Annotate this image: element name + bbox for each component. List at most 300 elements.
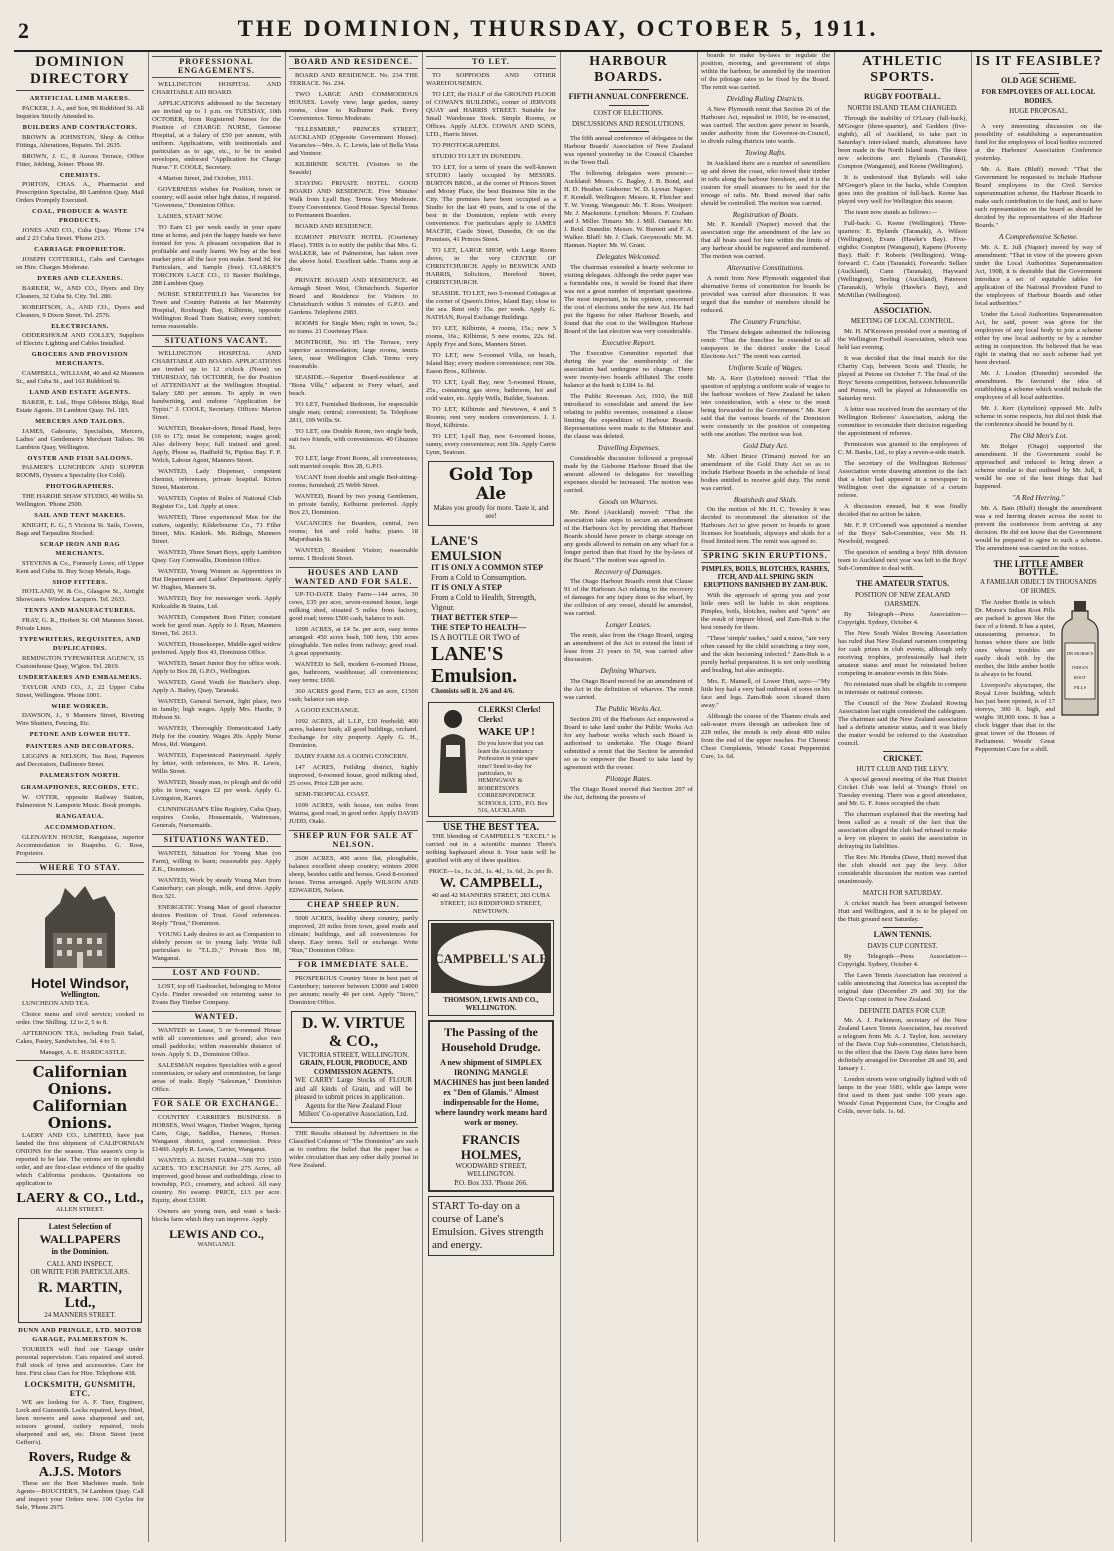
directory-category: ELECTRICIANS. bbox=[51, 322, 109, 330]
wanted-situations-heading: SITUATIONS WANTED. bbox=[152, 834, 281, 847]
article-paragraph: In Auckland there are a number of sawmillers up and down the coast, who towed their timber in rafts along the harbour foreshore, and it is the custom for small steamers to be used for the towage of rafts. Mr. Bond moved that rafts should be controlled. The motion was carried. bbox=[701, 159, 830, 207]
page-number: 2 bbox=[18, 18, 29, 43]
ad-line: GRAIN, FLOUR, PRODUCE, AND COMMISSION AGENTS. bbox=[299, 1059, 408, 1076]
classified-ad: WANTED, Boy for messenger work. Apply Kirkcaldie & Stains, Ltd. bbox=[152, 595, 281, 611]
classified-ad: TO LET, LARGE SHOP, with Large Room above, in the very CENTRE OF CHRISTCHURCH. Apply to BESWICK AND HARRIS, Solicitors, Hereford Street, CHRISTCHURCH. bbox=[426, 246, 556, 286]
ad-title: Gold Top Ale bbox=[448, 464, 534, 504]
article-paragraph: The Rev. Mr. Hendra (Dave, Hutt) moved that the club should not pay the levy. After considerable discussion the motion was carried unanimously. bbox=[838, 854, 967, 886]
directory-heading: DOMINION DIRECTORY bbox=[16, 54, 144, 91]
classified-ad: GOVERNESS wishes for Position, town or country; will assist other light duties, if required. "Governess," Dominion Office. bbox=[152, 185, 281, 209]
spring-subheading: PIMPLES, BOILS, BLOTCHES, RASHES, ITCH, AND ALL SPRING SKIN ERUPTIONS BANISHED BY ZAM-BUK. bbox=[701, 566, 830, 590]
directory-category: PAINTERS AND DECORATORS. bbox=[25, 743, 135, 751]
classified-ad: WANTED, Work by steady Young Man from Canterbury; can plough, milk, and drive. Apply Box 321. bbox=[152, 877, 281, 901]
ad-line: WE CARRY Large Stocks of FLOUR and all kinds of Grain, and will be pleased to submit prices in application. bbox=[295, 1076, 412, 1102]
hotel-illustration bbox=[35, 878, 125, 973]
directory-entry: PALMER'S LUNCHEON AND SUPPER ROOMS, Oysters a Speciality (Ice Cold). bbox=[16, 464, 144, 480]
ad-title: LANE'S Emulsion. bbox=[431, 642, 518, 687]
article-paragraph: A very interesting discussion on the possibility of establishing a superannuation fund for the employees of local bodies occurred at the Harbours' Association Conference yesterday. bbox=[975, 123, 1102, 163]
classified-ad: TO SOPPOODS AND OTHER WAREHOUSEMEN. bbox=[426, 71, 556, 87]
feasible-subtitle: OLD AGE SCHEME. bbox=[1001, 76, 1076, 85]
locksmith-text: WE are looking for A. F. Tuer, Engineer, Lock and Gunsmith. Locks repaired, keys fitted, lawn mowers and saws sharpened and set, scissors ground, cutlery repaired, tools sharpened and set, etc. Dixon Street (next Geffen's). bbox=[16, 1399, 144, 1447]
wanted-list bbox=[152, 1027, 281, 1094]
article-paragraph: boards to make by-laws to regulate the position, mooring, and government of ships within the harbour, be amended by the insertion of the pilotage rates to be fixed by the Board. The remit was carried. bbox=[701, 52, 830, 91]
campbell-name: W. CAMPBELL, bbox=[439, 876, 543, 892]
classified-ad: WANTED, Experienced Pantrymaid. Apply by letter, with references, to Mrs. R. Lewis, Willis Street. bbox=[152, 752, 281, 776]
definite-body bbox=[838, 1017, 967, 1116]
article-paragraph: It is understood that Bylands will take M'Gregor's place in the backs, while Compton goes into the position of full-back. Keene has played very well for Wellington this season. bbox=[838, 173, 967, 205]
article-paragraph: Mr. H. M'Keowen presided over a meeting of the Wellington Football Association, which was held last evening. bbox=[838, 328, 967, 352]
davis-heading: DAVIS CUP CONTEST. bbox=[867, 941, 938, 950]
article-paragraph: No reinstated man shall be eligible to compete in interstate or national contests. bbox=[838, 680, 967, 696]
classified-ad: SEASIDE.—Superior Board-residence at "Bona Villa," adjacent to Ferry wharf, and beach. bbox=[289, 373, 418, 397]
hotel-line: LUNCHEON AND TEA. bbox=[22, 999, 90, 1007]
ad-line: CALL AND INSPECT, bbox=[47, 1259, 113, 1268]
masthead-title: THE DOMINION, THURSDAY, OCTOBER 5, 1911. bbox=[237, 16, 879, 41]
article-paragraph: Although the course of the Thames rivals and salt-water rivers through an unbroken line of 228 miles, the mouth is only about 400 miles from the end of the upper reaches. For Chronic Chest Complaints, Woods' Great Peppermint Cure, 1s. 6d. bbox=[701, 713, 830, 761]
article-paragraph: The team now stands as follows:— bbox=[844, 208, 937, 216]
directory-category: PALMERSTON NORTH. bbox=[39, 771, 121, 779]
article-body bbox=[701, 52, 830, 546]
ad-firm: R. MARTIN, Ltd., bbox=[37, 1279, 123, 1311]
ad-line: THOMSON, LEWIS AND CO., WELLINGTON. bbox=[443, 995, 539, 1013]
classified-ad: WANTED, Copies of Rules of National Club Register Co., Ltd. Apply at once. bbox=[152, 495, 281, 511]
ad-line: WOODWARD STREET, WELLINGTON. bbox=[455, 1161, 527, 1179]
classified-ad: WANTED, Resident Visitor; reasonable terms. 1 Boulcott Street. bbox=[289, 546, 418, 562]
directory-category: GRAMAPHONES, RECORDS, ETC. bbox=[20, 783, 140, 791]
onions-firm: LAERY & CO., Ltd., bbox=[16, 1190, 144, 1206]
rugby-subheading: NORTH ISLAND TEAM CHANGED. bbox=[847, 103, 958, 112]
article-title: HARBOUR BOARDS. bbox=[589, 54, 668, 85]
spring-body bbox=[701, 592, 830, 761]
ad-line: Makes you greedy for more. Taste it, and see! bbox=[433, 503, 549, 521]
article-paragraph: The remit, also from the Otago Board, urging an amendment of the Act to extend the limit of lease from 21 years to 50, was carried after discussion. bbox=[564, 632, 693, 664]
professional-heading: PROFESSIONAL ENGAGEMENTS. bbox=[152, 56, 281, 78]
classified-ad: SEMI-TROPICAL COAST. bbox=[295, 791, 370, 799]
lewis-firm: LEWIS AND CO., bbox=[169, 1226, 264, 1241]
section-subheading: Delegates Welcomed. bbox=[596, 252, 661, 262]
cricket-subheading: HUTT CLUB AND THE LEVY. bbox=[856, 765, 949, 774]
article-paragraph: The chairman extended a hearty welcome to visiting delegates. Although the order paper was a formidable one, it would be found that there was not a great number of important questions. The most important, in his opinion, concerned the cost of elections under the new Act. He had put the figures for other Harbour Boards, and found that the cost to the Wellington Harbour Board of the last election was very considerable. bbox=[564, 264, 693, 336]
ad-line: IS A BOTTLE OR TWO of bbox=[431, 632, 520, 642]
column-rule bbox=[285, 52, 286, 1542]
classified-ad: TO LET, one Double Room, two single beds, suit two friends, with conveniences. 40 Ghuznee St. bbox=[289, 427, 418, 451]
classified-ad: VACANCIES for Boarders, central, two rooms; hot and cold baths; piano. 18 Majoribanks St. bbox=[289, 519, 418, 543]
rovers-heading: Rovers, Rudge & bbox=[28, 1450, 132, 1466]
column-tolet bbox=[426, 52, 556, 1542]
section-subheading: A Comprehensive Scheme. bbox=[998, 232, 1079, 242]
article-paragraph: Considerable discussion followed a proposal made by the Gisborne Harbour Board that the amount allowed to delegates for travelling expenses should be increased. The motion was carried. bbox=[564, 454, 693, 494]
article-paragraph: "These 'simple' rashes," said a nurse, "are very often caused by the child scratching a tiny sore, and the skin becoming infected." Zam-Buk is a purely herbal preparation. It is not only soothing and healing, but also antiseptic. bbox=[701, 635, 830, 675]
section-subheading: Defining Wharves. bbox=[600, 666, 657, 676]
section-subheading: Executive Report. bbox=[601, 338, 656, 348]
article-paragraph: Mr. J. Loudon (Dunedin) seconded the amendment. He favoured the idea of establishing a scheme which would include the employees of all local authorities. bbox=[975, 369, 1102, 401]
tennis-heading: LAWN TENNIS. bbox=[873, 929, 932, 939]
directory-category: UNDERTAKERS AND EMBALMERS. bbox=[18, 673, 142, 681]
pill-bottle-icon bbox=[1058, 599, 1102, 719]
section-subheading: Uniform Scale of Wages. bbox=[728, 362, 803, 372]
onions-heading: Californian Onions. bbox=[32, 1096, 128, 1132]
classified-ad: YOUNG Lady desires to act as Companion to elderly person or to young lady. Write full particulars to "T.L.D.," Private Box 98, Wanganui. bbox=[152, 931, 281, 963]
classified-ad: EGMONT PRIVATE HOTEL (Courtenay Place). THIS is to notify the public that Mrs. G. WALKER, late of Palmerston, has taken over the above hotel. Excellent table. Trams stop at door. bbox=[289, 233, 418, 273]
ad-price: Chemists sell it. 2/6 and 4/6. bbox=[431, 686, 515, 695]
article-body bbox=[564, 135, 693, 801]
motor-heading: DUNN AND PRINGLE, LTD. MOTOR GARAGE, PALMERSTON N. bbox=[18, 1327, 142, 1343]
column-rule bbox=[697, 52, 698, 1542]
sale-list bbox=[152, 1114, 281, 1224]
classified-ad: STAYING PRIVATE HOTEL. GOOD BOARD AND RESIDENCE. Five Minutes' Walk from Lyall Bay. Terms Very Moderate. Every Convenience. Good House. Special Terms to Permanent Boarders. bbox=[289, 179, 418, 219]
professional-list bbox=[152, 81, 281, 331]
directory-list bbox=[16, 95, 144, 858]
article-paragraph: Mr. Albert Bruce (Timaru) moved for an amendment of the Gold Duty Act so as to include Harbour Boards in the schedule of local bodies entitled to receive gold duty. The remit was carried. bbox=[701, 452, 830, 492]
article-paragraph: The chairman explained that the meeting had been called as a result of the fact that the association alleged the club had refused to make a levy on players to assist the association in defraying its liabilities. bbox=[838, 811, 967, 851]
ale-ad bbox=[428, 920, 554, 1016]
article-paragraph: Mr. F. P. O'Connell was appointed a member of the Boys' Sub-Committee, vice Mr. H. Newbold, resigned. bbox=[838, 522, 967, 546]
ad-line: From a Cold to Health, Strength, Vigour. bbox=[431, 592, 537, 612]
directory-category: SHOP FITTERS. bbox=[52, 578, 108, 586]
ad-line: P.O. Box 333. 'Phone 266. bbox=[454, 1178, 528, 1187]
classified-ad: WANTED to Sell, modern 6-roomed House, gas, bathroom, washhouse; all conveniences; easy terms; £650. bbox=[289, 661, 418, 685]
classified-ad: WELLINGTON HOSPITAL AND CHARITABLE AID BOARD. APPLICATIONS are invited up to 12 o'clock (Noon) on THURSDAY, 5th OCTOBER, for the Position of ATTENDANT at the Wellington Hospital. Salary £80 per annum. To apply in own handwriting, and endorse "Application for Typist." J. COOLE, Secretary. Offices: Marion Street. bbox=[152, 350, 281, 422]
clerks-ad bbox=[428, 702, 554, 817]
wanted-heading: WANTED. bbox=[152, 1011, 281, 1024]
classified-ad: UP-TO-DATE Dairy Farm—144 acres, 30 cows, £35 per acre, seven-roomed house, large milking shed, situated 5 miles from factory, good road; terms £500 cash, balance to suit. bbox=[289, 591, 418, 623]
hotel-line: Manager, A. E. HARDCASTLE. bbox=[39, 1048, 127, 1056]
ad-firm: D. W. VIRTUE & CO., bbox=[301, 1014, 406, 1050]
directory-category: OYSTER AND FISH SALOONS. bbox=[27, 454, 133, 462]
ad-line: WALLPAPERS bbox=[39, 1231, 121, 1246]
directory-category: ACCOMMODATION. bbox=[44, 824, 116, 832]
section-subheading: Recovery of Damages. bbox=[594, 566, 663, 576]
masthead bbox=[14, 8, 1102, 48]
sale-heading: FOR SALE OR EXCHANGE. bbox=[152, 1098, 281, 1111]
classified-ad: KILBIRNIE SOUTH. (Visitors to the Seaside) bbox=[289, 160, 418, 176]
directory-entry: KNIGHT, E. G., 5 Victoria St. Sails, Covers, Bags and Tarpaulins Stocked. bbox=[16, 521, 144, 537]
classified-ad: TO LET, Kilbirnie and Newtown, 4 and 5 Rooms; rent very modern conveniences. J. J. Boyd, Kilbirnie. bbox=[426, 405, 556, 429]
directory-category: LAND AND ESTATE AGENTS. bbox=[29, 388, 131, 396]
lost-text: LOST, top off Gasbracket, belonging to Motor Cycle. Finder rewarded on returning same to Evans Bay Timber Company. bbox=[152, 982, 281, 1006]
article-subtitle: DISCUSSIONS AND RESOLUTIONS. bbox=[572, 119, 685, 128]
article-paragraph: The question of sending a boys' fifth division team to Auckland next year was left to the Boys' Sub-Committee to deal with. bbox=[838, 549, 967, 573]
results-text: THE Results obtained by Advertisers in the Classified Columns of "The Dominion" are such as to confirm the belief that the paper has a wider circulation than any other daily journal in New Zealand. bbox=[289, 1127, 418, 1170]
clerk-figure-icon bbox=[431, 705, 475, 795]
ale-label-icon bbox=[431, 923, 551, 993]
onions-text: LAERY AND CO., LIMITED, have just landed the first shipment of CALIFORNIAN ONIONS for the season. This season's crop is reported to be late. The onions are in splendid order, and are first-class evidence of the quality which California produces. Quotations on application to bbox=[16, 1131, 144, 1187]
section-subheading: Dividing Ruling Districts. bbox=[726, 94, 805, 103]
article-paragraph: Through the inability of O'Leary (full-back), M'Gregor (three-quarter), and Gedders (five-eighth), all of Auckland, to take part in Saturday's inter-island match, alterations have been made in the North Island team. The three new selections are: Bylands (Taranaki), Compton (Wanganui), and Keene (Wellington). bbox=[838, 114, 967, 170]
directory-entry: PACKER, J. A., and Son, 99 Riddiford St. All Inquiries Strictly Attended to. bbox=[16, 104, 144, 120]
ad-line: VICTORIA STREET, WELLINGTON. bbox=[297, 1050, 410, 1059]
directory-category: COAL, PRODUCE & WASTE PRODUCTS. bbox=[32, 208, 128, 225]
article-subtitle: FIFTH ANNUAL CONFERENCE. bbox=[568, 92, 689, 101]
column-rule bbox=[971, 52, 972, 1542]
directory-category: CARRIAGE PROPRIETOR. bbox=[34, 245, 126, 253]
directory-entry: REMINGTON TYPEWRITER AGENCY, 15 Customhouse Quay, W'gton. Tel. 2819. bbox=[16, 654, 144, 670]
article-paragraph: Mr. Bond (Auckland) moved: "That the association take steps to secure an amendment of the Harbours Act by providing that Harbour Boards should have power to charge storage on any goods allowed to remain on any wharf for a longer period than that fixed by the by-laws of the Board." The motion was agreed to. bbox=[564, 508, 693, 564]
cheap-heading: CHEAP SHEEP RUN. bbox=[289, 899, 418, 912]
best-tea-text: THE blending of CAMPBELL'S "EXCEL" is carried out in a scientific manner. There's nothing haphazard about it. Your taste will be gratified with any of these qualities. bbox=[426, 833, 556, 865]
classified-ad: WANTED, Good Youth for Butcher's shop. Apply A. Bailey, Quay, Taranaki. bbox=[152, 679, 281, 695]
column-rule bbox=[834, 52, 835, 1542]
ajs-heading: A.J.S. Motors bbox=[38, 1465, 122, 1481]
directory-category: MERCERS AND TAILORS. bbox=[35, 417, 125, 425]
ad-title: The Passing of the bbox=[444, 1024, 538, 1039]
classified-ad: TO LET, new 5-roomed Villa, on beach, Island Bay; every modern convenience; rent 30s. Eason Bros., Kilbirnie. bbox=[426, 351, 556, 375]
urgent-heading: FOR IMMEDIATE SALE. bbox=[289, 959, 418, 972]
classified-ad: ENERGETIC Young Man of good character desires Position of Trust. Good references. Reply "Trust," Dominion. bbox=[152, 904, 281, 928]
definite-heading: DEFINITE DATES FOR CUP. bbox=[859, 1006, 946, 1015]
hotel-line: AFTERNOON TEA, including Fruit Salad, Cakes, Pastry, Sandwiches, 3d. 4 to 5. bbox=[16, 1029, 144, 1045]
classified-ad: WANTED, Situation for Young Man (on Farm), willing to learn; reasonable pay. Apply Z.K., Dominion. bbox=[152, 850, 281, 874]
article-paragraph: Under the Local Authorities Superannuation Act, he said, power was given for the employees of any local body to join a scheme either by one local authority or by a number acting in conjunction. He believed that he was right in stating that no such scheme had yet been devised. bbox=[975, 310, 1102, 366]
ad-line: From a Cold to Consumption. bbox=[431, 572, 527, 582]
amateur-subheading: POSITION OF NEW ZEALAND OARSMEN. bbox=[855, 590, 950, 608]
spring-heading: SPRING SKIN ERUPTIONS. bbox=[701, 550, 830, 563]
hotel-line: Choice menu and civil service; cooked to order. One Shilling. 12 to 2, 5 to 8. bbox=[16, 1010, 144, 1026]
ad-line: 24 MANNERS STREET. bbox=[44, 1310, 116, 1319]
directory-entry: HOTLAND, W. & Co., Glasgow St., Airtight Showcases. Window Lacquers. Tel. 2633. bbox=[16, 588, 144, 604]
amber-heading: THE LITTLE AMBER BOTTLE. bbox=[993, 558, 1084, 578]
hotel-name: Hotel Windsor, bbox=[31, 974, 129, 991]
article-paragraph: The Public Revenues Act, 1910, the Bill introduced to consolidate and amend the law relating to public revenues, contained a clause limiting the expenditure of Harbour Boards. Representations were made to the Minister and the clause was deleted. bbox=[564, 392, 693, 440]
svg-text:INDIAN: INDIAN bbox=[1072, 664, 1088, 670]
article-paragraph: Mr. A. Bain (Bluff) moved: "That the Government be requested to include Harbour Board employees in the Civil Service superannuation scheme, the Harbour Boards to make such contribution to the fund, and to have such representation on the board as should be decided by the representatives of the Harbour Boards." bbox=[975, 166, 1102, 230]
section-subheading: The Public Works Act. bbox=[595, 703, 662, 713]
section-subheading: Pilotage Rates. bbox=[605, 773, 652, 783]
classified-ad: WANTED, General Servant, light place, two in family; high wages. Apply Mrs. Hardie, 9 Hobson St. bbox=[152, 698, 281, 722]
ad-line: IT IS ONLY A COMMON STEP bbox=[431, 562, 543, 572]
section-subheading: The Old Men's Lot. bbox=[1009, 430, 1068, 440]
article-paragraph: Liverpool's skyscraper, the Royal Liver building, which has just been opened, is of 17 storeys, 300 ft. high, and weighs 30,000 tons. It has a clock bigger than that in the great tower of the Houses of Parliament. Woods' Great Peppermint Cure for a shill. bbox=[975, 681, 1055, 753]
tolet-heading: TO LET. bbox=[426, 56, 556, 69]
directory-entry: GLENAVEN HOUSE, Rangataua, superior Accommodation to Ruapehu. G. Ross, Proprietor. bbox=[16, 834, 144, 858]
classified-ad: BOARD AND RESIDENCE. bbox=[295, 222, 374, 230]
board-list bbox=[289, 72, 418, 563]
classified-ad: WELLINGTON HOSPITAL AND CHARITABLE AID BOARD. bbox=[152, 80, 281, 96]
classified-ad: WANTED. A BUSH FARM—500 TO 1500 ACRES. TO EXCHANGE for 275 Acres, all improved, good house and outbuildings, close to township, P.O., creamery, and school. All easy country. No swamp. PRICE, £13 per acre. Equity, about £3100. bbox=[152, 1156, 281, 1204]
wallpaper-ad bbox=[18, 1218, 142, 1324]
ad-line: IT IS ONLY A STEP bbox=[431, 582, 502, 592]
article-paragraph: Permission was granted to the employees of C. M. Banks, Ltd., to play a seven-a-side match. bbox=[838, 441, 967, 457]
classified-ad: WANTED, Young Women as Apprentices in Hat Department and Ladies' Department. Apply W. Hughes, Manners St. bbox=[152, 568, 281, 592]
article-paragraph: On the motion of Mr. H. C. Tewsley it was decided to recommend the alteration of the Harbours Act to give power to boards to grant licenses for boatsheds, slipways and skids for a fixed limited term. The remit was agreed to. bbox=[701, 506, 830, 546]
feasible-body bbox=[975, 123, 1102, 552]
sheep-heading: SHEEP RUN FOR SALE AT NELSON. bbox=[289, 830, 418, 852]
classified-ad: "ELLESMERE," PRINCES STREET, AUCKLAND (Opposite Government House). Vacancies—Mrs. A. C. Lewis, late of Bella Vista and Ventnor. bbox=[289, 125, 418, 157]
article-paragraph: The fifth annual conference of delegates to the Harbour Boards' Association of New Zealand was opened yesterday in the Council Chamber in the Town Hall. bbox=[564, 135, 693, 167]
classified-ad: WANTED to Lease, 5 or 6-roomed House with all conveniences and ground; also two small paddocks; within reasonable distance of town. Apply S. D., Dominion Office. bbox=[152, 1026, 281, 1058]
ad-line: Do you know that you can learn the Accountancy Profession in your spare time? Send to-day for particulars, to HEMINGWAY & ROBERTSON'S CORRESPONDENCE SCHOOLS, LTD., P.O. Box 516, AUCKLAND. bbox=[478, 740, 548, 814]
classified-ad: TO LET, for a term of years the well-known STUDIO lately occupied by MESSRS. BURTON BROS., at the corner of Princes Street and Moray Place, the best Business Site in the City. The premises have been occupied as a Studio for the last 40 years, and is one of the best in the Dominion, replete with every convenience. For particulars apply to JAMES MACFIE, Castle Street, Dunedin, Or on the Premises, 41 Princes Street. bbox=[426, 163, 556, 243]
article-paragraph: With the approach of spring you and your little ones will be liable to skin eruptions. Pimples, boils, blotches, rashes and "spots" are the result of impure blood, and Zam-Buk is the best remedy for them. bbox=[701, 592, 830, 632]
classified-ad: TO LET, Lyall Bay, new 5-roomed House, 25s., containing gas stove, bathroom, hot and cold water, etc. Apply Wells, Builder, Seatoun. bbox=[426, 378, 556, 402]
houses-heading: HOUSES AND LAND WANTED AND FOR SALE. bbox=[289, 567, 418, 589]
directory-category: TENTS AND MANUFACTURERS. bbox=[24, 607, 136, 615]
classified-ad: BOARD AND RESIDENCE. No. 234 THE TERRACE. No. 234. bbox=[289, 71, 418, 87]
article-paragraph: It was decided that the final match for the Charity Cup, between Scots and Thistle, be played at Petone on October 7. The final of the Boys' Sevens competition, between Johnsonville and Petone, will be played at Johnsonville on Saturday next. bbox=[838, 355, 967, 403]
section-subheading: "A Red Herring." bbox=[1012, 492, 1065, 502]
classified-ad: WANTED, Competent Boot Fitter; constant work for good man. Apply to J. Ryan, Manners Street, Tel. 2613. bbox=[152, 614, 281, 638]
ad-line: THAT BETTER STEP— bbox=[431, 612, 518, 622]
section-subheading: Boatsheds and Skids. bbox=[733, 494, 798, 504]
svg-text:DR MORSE'S: DR MORSE'S bbox=[1066, 650, 1094, 656]
classified-ad: WANTED, Breaker-down, Bread Hand, boys (16 to 17); must be competent; wages good; Also delivery boys; full trained and good. Apply, Phone ss, Hadfield St, Pipitea Bay. F. P. Welch, Labour Agent, Manners Street. bbox=[152, 425, 281, 465]
davis-body bbox=[838, 953, 967, 1004]
article-paragraph: By Telegraph—Press Association—Copyright. Sydney, October 4. bbox=[838, 952, 967, 968]
assoc-heading: ASSOCIATION. bbox=[873, 305, 932, 315]
classified-ad: DAIRY FARM AS A GOING CONCERN. bbox=[295, 753, 409, 761]
article-paragraph: Full-back: G. Keene (Wellington). Three-quarters: E. Bylands (Taranaki), A. Wilson (Wellington), Evans (Hawke's Bay). Five-eighths: Compton (Wanganui), Kapene (Poverty Bay). Half: F. Roberts (Wellington). Wing-forward: C. Cain (Taranaki). Forwards: Sellars (Auckland), Cann (Taranaki), Hayward (Wellington), Seeling (Auckland), Paterson (Taranaki), Whyle (Hawke's Bay), and McMillan (Wellington). bbox=[838, 219, 967, 299]
directory-entry: ODDERSHOLM AND COLLEY, Suppliers of Electric Lighting and Cables Installed. bbox=[16, 332, 144, 348]
article-paragraph: The Executive Committee reported that during the year the membership of the association had undergone no change. There were twenty-two boards affiliated. The credit balance at the bank is £184 1s. 8d. bbox=[564, 349, 693, 389]
directory-entry: STEVENS & Co., Formerly Lowe, off Upper Kent and Cuba St. Buy Scrap Metals, Rags. bbox=[16, 559, 144, 575]
wanted-situations-list bbox=[152, 850, 281, 963]
article-paragraph: The secretary of the Wellington Referees' Association wrote drawing attention to the fact that a letter had appeared in a newspaper in Wellington over the signature of a certain referee. bbox=[838, 460, 967, 500]
classified-ad: SEASIDE. TO LET, two 5-roomed Cottages at the corner of Queen's Drive, Island Bay; close to the sea. Rent only 15s. per week. Apply G. NATHAN, Royal Exchange Buildings. bbox=[426, 289, 556, 321]
section-subheading: Towing Rafts. bbox=[745, 147, 786, 157]
classified-ad: WANTED, Smart Junior Boy for office work. Apply to Box 28, G.P.O., Wellington. bbox=[152, 660, 281, 676]
drudge-ad bbox=[428, 1020, 554, 1193]
article-paragraph: The Lawn Tennis Association has received a cable announcing that America has accepted the original date (December 29 and 30) for the Davis Cup contest in New Zealand. bbox=[838, 971, 967, 1003]
article-paragraph: Mr. Bolger (Otago) supported the amendment. If the Government could be approached and induced to bring down a scheme similar to that outlined by Mr. Jull, it would be one of the best things that had happened. bbox=[975, 442, 1102, 490]
start-ad bbox=[428, 1196, 554, 1256]
classified-ad: PRIVATE BOARD AND RESIDENCE. 48 Armagh Street West, Christchurch. Superior Board and Residence for Visitors to Christchurch within 5 minutes of G.P.O. and Gardens. Telephone 2983. bbox=[289, 276, 418, 316]
feasible-title: IS IT FEASIBLE? bbox=[975, 54, 1102, 69]
article-paragraph: The Otago Board moved that Section 207 of the Act, defining the powers of bbox=[564, 785, 693, 801]
vacant-list bbox=[152, 350, 281, 830]
assoc-body bbox=[838, 328, 967, 573]
directory-category: SCRAP IRON AND RAG MERCHANTS. bbox=[39, 540, 121, 557]
directory-entry: TAYLOR AND CO., J., 22 Upper Cuba Street, Wellington. 'Phone 1001. bbox=[16, 683, 144, 699]
lewis-place: WANGANUI. bbox=[197, 1240, 236, 1248]
classified-ad: WANTED, Three experienced Men for the cutters, urgently; Kilderbourne Co., 71 Filler Street, Mix. Kinkirk. Mr. Ridings, Manners Street. bbox=[152, 514, 281, 546]
column-rule bbox=[422, 52, 423, 1542]
classified-ad: TWO LARGE AND COMMODIOUS HOUSES. Lovely view; large garden, sunny rooms, close to Kelburne Park. Every Convenience. Terms Moderate. bbox=[289, 90, 418, 122]
section-subheading: Registration of Boats. bbox=[732, 209, 799, 219]
directory-entry: PORTON, CHAS. A., Pharmacist and Prescription Specialist, 80 Lambton Quay. Mail Orders Promptly Executed. bbox=[16, 181, 144, 205]
article-paragraph: Section 201 of the Harbours Act empowered a Board to take land under the Public Works Act for any harbour works which such Board is authorised to undertake. The Otago Board submitted a remit that the Section be amended so as to empower the Board to take land by agreement with the owner. bbox=[564, 715, 693, 771]
amber-subheading: A FAMILIAR OBJECT IN THOUSANDS OF HOMES. bbox=[980, 579, 1097, 595]
classified-ad: TO LET, Lyall Bay, new 6-roomed house, sunny, every convenience; rent 30s. Apply Carrie Lynn, Seatoun. bbox=[426, 432, 556, 456]
rugby-body bbox=[838, 115, 967, 300]
ad-line: Agents for the New Zealand Flour Millers' Co-operative Association, Ltd. bbox=[298, 1101, 409, 1119]
classified-ad: WANTED, Steady man, to plough and do odd jobs in town; wages £2 per week. Apply G. Livingston, Karori. bbox=[152, 779, 281, 803]
lanes-ad bbox=[428, 530, 554, 699]
classified-ad: WANTED, Thoroughly Domesticated Lady Help for the country. Wages 20s. Apply Nurse Moss, Rd. Wangarei. bbox=[152, 725, 281, 749]
lost-heading: LOST AND FOUND. bbox=[152, 967, 281, 980]
cricket-heading: CRICKET. bbox=[883, 753, 922, 763]
column-rule bbox=[560, 52, 561, 1542]
board-heading: BOARD AND RESIDENCE. bbox=[289, 56, 418, 69]
section-subheading: Gold Duty Act. bbox=[742, 440, 789, 450]
article-paragraph: The Otago Harbour Board's remit that Clause 91 of the Harbours Act relating to the recovery of damages for any injury done to the wharf, by the collision of any vessel, should be amended, was carried. bbox=[564, 578, 693, 618]
article-paragraph: The following delegates were present:—Auckland: Messrs. G. Bagley, J. B. Bond, and H. D. Heather. Gisborne: W. D. Lysnar. Napier: F. Kendall. Wellington: Messrs. R. Fletcher and T. W. Young. Wanganui: Mr. T. Ross. Westport: Mr. J. Mackenzie. Lyttelton: Messrs. F. Graham and J. Miller. Timaru: Mr. J. Mill. Oamaru: Mr. J. Reid. Dunedin: Messrs. W. Burnett and F. A. Walker. Bluff: Mr. J. Clark. Greymouth: Mr. M. Hannan. Napier: Mr. W. Grant. bbox=[564, 170, 693, 250]
directory-category: PETONE AND LOWER HUTT. bbox=[29, 731, 131, 739]
classified-ad: TO PHOTOGRAPHERS. bbox=[432, 141, 501, 149]
article-subtitle: COST OF ELECTIONS. bbox=[593, 108, 664, 117]
classified-ad: TO LET, large Front Room, all conveniences; suit married couple. Box 28, G.P.O. bbox=[289, 454, 418, 470]
classified-ad: MONTROSE, No. 85 The Terrace, very superior accommodation; large rooms, tennis lawn, near Wellington Club. Terms very reasonable. bbox=[289, 338, 418, 370]
article-paragraph: The Council of the New Zealand Rowing Association last night considered the cablegram. The chairman said the New Zealand association had a definite amateur status, and it was likely the matter would be referred to the Australian council. bbox=[838, 699, 967, 747]
article-paragraph: A New Plymouth remit that Section 26 of the Harbours Act, repealed in 1910, be re-enacted, was carried. The section gave power to boards, under authority from the Governor-in-Council, to divide ruling districts into wards. bbox=[701, 105, 830, 145]
directory-category: ARTIFICIAL LIMB MAKERS. bbox=[29, 95, 131, 102]
directory-category: RANGATAUA. bbox=[56, 812, 104, 820]
directory-category: SAIL AND TENT MAKERS. bbox=[34, 512, 126, 520]
directory-category: BUILDERS AND CONTRACTORS. bbox=[22, 123, 138, 131]
directory-category: CHEMISTS. bbox=[59, 171, 101, 179]
classified-ad: 1699 ACRES, with house, ten miles from Wairoa, good road, in good order. Apply DAVID JUDD, Otaki. bbox=[289, 802, 418, 826]
best-tea-price: PRICE—1s., 1s. 2d., 1s. 4d., 1s. 6d., 2s. per lb. bbox=[428, 868, 554, 876]
amateur-heading: THE AMATEUR STATUS. bbox=[855, 579, 950, 589]
classified-ad: LADIES, START NOW. bbox=[158, 212, 224, 220]
classified-ad: 1099 ACRES, at £4 5s. per acre, easy terms arranged: 450 acres bush, 500 fern, 150 acres ploughable. Ten miles from railway; good road. A great opportunity. bbox=[289, 626, 418, 658]
classified-ad: WANTED, Housekeeper, Middle-aged widow preferred. Apply Box 43, Dominion Office. bbox=[152, 641, 281, 657]
campbell-address: 40 and 42 MANNERS STREET, 283 CUBA STREET, 163 RIDDIFORD STREET, NEWTOWN. bbox=[431, 892, 551, 916]
tolet-list bbox=[426, 72, 556, 457]
directory-category: TYPEWRITERS, REQUISITES, AND DUPLICATORS. bbox=[18, 636, 141, 652]
virtue-ad bbox=[291, 1011, 416, 1123]
classified-ad: ROOMS for Single Men; right in town, 5s.; no trams. 21 Courtenay Place. bbox=[289, 319, 418, 335]
article-paragraph: Mr. A. Kerr (Lyttelton) moved: "That the question of applying a uniform scale of wages to the harbour workers of New Zealand be taken into consideration, with a view to the remit being forwarded to the Government." Mr. Kerr said that the various boards of the Dominion were constantly in the position of competing with one another. The motion was lost. bbox=[701, 374, 830, 438]
article-paragraph: The Amber Bottle in which Dr. Morse's Indian Root Pills are packed is grown like the face of a friend. It has a quiet, unassuming presence. In homes where there are little ones whose troubles are easily dealt with by the mother, the little amber bottle is always to be found. bbox=[975, 598, 1055, 678]
onions-heading: Californian Onions. bbox=[32, 1062, 128, 1098]
rovers-text: These are the Best Machines made. Sole Agents—BOUCHER'S, 34 Lambton Quay. Call and inspect your Orders now. 100 Cycles for Sale, 'Phone 2975. bbox=[16, 1480, 144, 1512]
classified-ad: NURSE STREETFIELD has Vacancies for Town and Country Patients at her Maternity Hospital, Roxburgh Bay, Kilbirnie, opposite Wellington Road Tram Station; every comfort; terms reasonable. bbox=[152, 290, 281, 330]
ad-title: CLERKS! Clerks! Clerks! bbox=[478, 705, 541, 725]
directory-entry: FRAY, G. R., Herbert St. Off Manners Street. Private Lines. bbox=[16, 617, 144, 633]
sheep-text: 2600 ACRES, 400 acres flat, ploughable, balance excellent sheep country; winters 2000 sheep, besides cattle and horses. Good 8-roomed house. Terms arranged. Apply WILSON AND EDWARDS, Nelson. bbox=[289, 854, 418, 894]
ale-label-text: CAMPBELL'S ALE bbox=[434, 951, 548, 967]
classified-ad: WANTED, Board by two young Gentlemen, in private family, Kelburne preferred. Apply Box 23, Dominion. bbox=[289, 492, 418, 516]
gold-top-ad bbox=[428, 461, 554, 526]
ad-line: START To-day on a course of Lane's Emulsion. Gives strength and energy. bbox=[432, 1200, 544, 1252]
column-rule bbox=[148, 52, 149, 1542]
column-feasible bbox=[975, 52, 1102, 1542]
directory-entry: BROWN, J. C., 8 Aurora Terrace, Office Fitter, Jobbing, Joiner. 'Phone 99. bbox=[16, 152, 144, 168]
article-paragraph: A letter was received from the secretary of the Wellington Referees' Association, asking the committee to reconsider their decision regarding the appointment of referees. bbox=[838, 406, 967, 438]
feasible-subtitle: FOR EMPLOYEES OF ALL LOCAL BODIES. bbox=[981, 87, 1096, 105]
article-paragraph: Mr. F. Kendall (Napier) moved that the association urge the amendment of the law so that all boats used for hire within the limits of any harbour should be registered and numbered. The motion was carried. bbox=[701, 221, 830, 261]
rugby-heading: RUGBY FOOTBALL. bbox=[863, 92, 942, 101]
article-paragraph: The Otago Board moved for an amendment of the Act in the definition of wharves. The remit was carried. bbox=[564, 677, 693, 701]
classified-ad: Owners are young men, and want a back-blocks farm which they can improve. Apply bbox=[152, 1207, 281, 1223]
classified-ad: TO LET, Kilbirnie, 4 rooms, 15s.; new 5 rooms, 16s.; Kilbirnie, 5 new rooms, 22s. 6d. Apply Frye and Sons, Manners Street. bbox=[426, 324, 556, 348]
classified-ad: WANTED, Three Smart Boys, apply Lambton Quay. Guy Cornwallis, Dominion Office. bbox=[152, 549, 281, 565]
amber-body bbox=[975, 599, 1055, 757]
directory-category: WIRE WORKER. bbox=[51, 702, 109, 710]
houses-list bbox=[289, 591, 418, 826]
directory-entry: LIGGINS & NELSON, Tea Rest, Paperers and Decorators, Dallimore Street. bbox=[16, 752, 144, 768]
sports-title: ATHLETIC SPORTS. bbox=[862, 54, 943, 85]
directory-entry: W. OTTER, opposite Railway Station, Palmerston N. Lamporte Music. Book prompts. bbox=[16, 793, 144, 809]
directory-entry: BROWN & JOHNSTON, Shop & Office Fittings, Alterations, Repairs. Tel. 2635. bbox=[16, 133, 144, 149]
article-paragraph: Mrs. E. Mansell, of Lower Hutt, says:—"My little boy had a very bad outbreak of sores on his face and legs. Zam-Buk soon cleared them away." bbox=[701, 678, 830, 710]
article-paragraph: A remit from New Plymouth suggested that alternative forms of constitution for boards be provided was carried after discussion. It was urged that the number of members should be reduced. bbox=[701, 275, 830, 315]
vacant-heading: SITUATIONS VACANT. bbox=[152, 335, 281, 348]
svg-text:PILLS: PILLS bbox=[1073, 684, 1087, 690]
directory-category: DYERS AND CLEANERS. bbox=[37, 274, 123, 282]
classified-ad: 360 ACRES good Farm, £13 an acre, £1500 cash; balance can stop. bbox=[289, 688, 418, 704]
column-sports bbox=[838, 52, 967, 1542]
directory-entry: ROBERTSON, A., AND CO., Dyers and Cleaners, 9 Dixon Street. Tel. 2576. bbox=[16, 303, 144, 319]
ad-line: OR WRITE FOR PARTICULARS. bbox=[30, 1268, 130, 1277]
article-paragraph: The New South Wales Rowing Association has ruled that New Zealand oarsmen competing for cash prizes in club events, although only receiving trophies, professionally had their amateur status and must be reinstated before competing in amateur events in this State. bbox=[838, 629, 967, 677]
section-subheading: Longer Leases. bbox=[605, 620, 652, 630]
section-subheading: Travelling Expenses. bbox=[597, 442, 660, 452]
directory-category: GROCERS AND PROVISION MERCHANTS. bbox=[31, 351, 129, 368]
feasible-subtitle: HUGE PROPOSAL. bbox=[1009, 107, 1068, 116]
section-subheading: Alternative Constitutions. bbox=[726, 263, 805, 273]
classified-ad: COUNTRY CARRIER'S BUSINESS. 8 HORSES, Wool Wagon, Timber Wagon, Spring Carts, Gigs, Saddles, Harness, Horses. Wanganui district, good connection. Price £1400. Apply R. Lewis, Carrier, Wanganui. bbox=[152, 1113, 281, 1153]
